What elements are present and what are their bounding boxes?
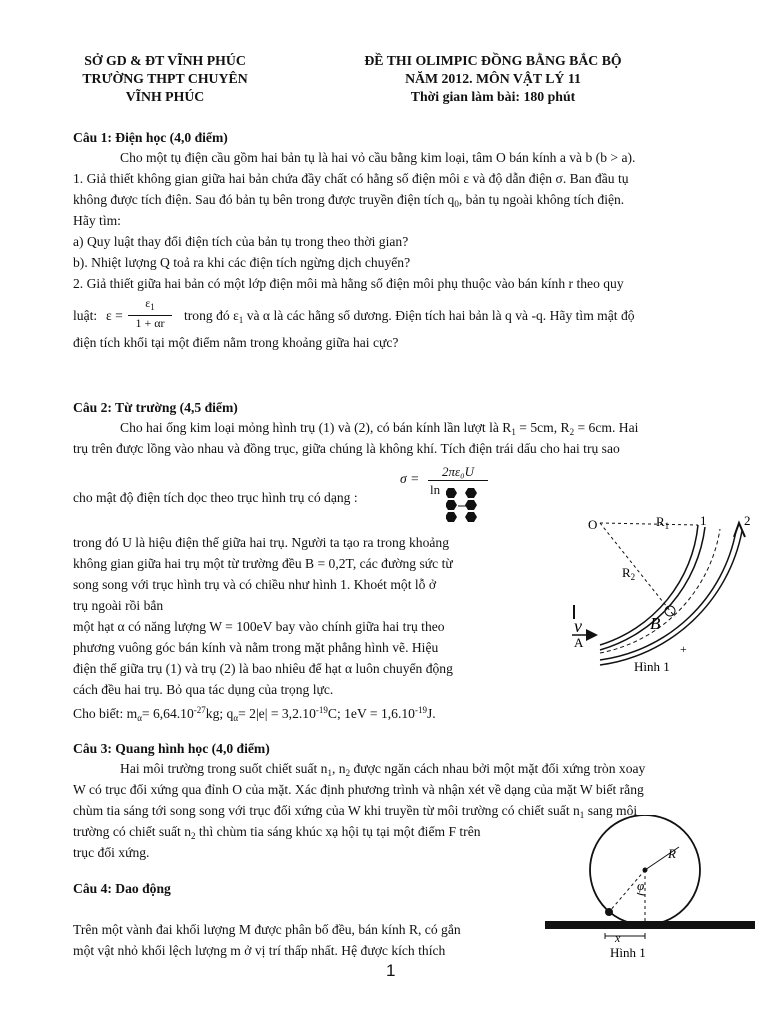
label-A: A — [574, 635, 584, 650]
mass-icon — [605, 908, 613, 916]
label-B: B — [650, 614, 661, 633]
label-plus: + — [680, 642, 687, 656]
q1-formula-lhs: ε = — [106, 308, 123, 323]
q2-line: phương vuông góc bán kính và nằm trong mặt phẳng hình vẽ. Hiệu — [73, 640, 439, 655]
exam-duration: Thời gian làm bài: 180 phút — [410, 89, 576, 104]
q2-line: trụ trên được lồng vào nhau và đồng trục, giữa chúng là không khí. Tích điện trái dấu cho hai trụ sao — [73, 441, 620, 456]
q1-line: không được tích điện. Sau đó bản tụ bên trong được truyền điện tích $q_0$, bản tụ ngoài không tích điện. — [73, 192, 625, 209]
q2-line: Cho hai ống kim loại mỏng hình trụ (1) và (2), có bán kính lần lượt là $R_1 = 5cm$, $R_2 = 6cm$. Hai — [120, 420, 639, 437]
q3-line: W có trục đối xứng qua đỉnh O của mặt. Xác định phương trình và nhận xét về dạng của mặt W biết rằng — [73, 782, 644, 797]
q3-line: chùm tia sáng tới song song với trục đối xứng của W khi truyền từ môi trường có chiết suất $n_1$ sang môi — [73, 803, 638, 820]
header-line-3: VĨNH PHÚC — [125, 89, 205, 104]
q4-title: Câu 4: Dao động — [73, 881, 171, 896]
q2-line: trong đó U là hiệu điện thế giữa hai trụ. Người ta tạo ra trong khoảng — [73, 535, 450, 550]
q2-line: trụ ngoài rồi bắn — [73, 598, 164, 613]
figure-caption: Hình 1 — [610, 945, 646, 960]
q1-line: 2. Giả thiết giữa hai bản có một lớp điện môi mà hằng số điện môi phụ thuộc vào bán kính r theo quy — [73, 276, 624, 291]
q4-line: Trên một vành đai khối lượng M được phân bố đều, bán kính R, có gắn — [73, 922, 461, 937]
q1-line: trong đó $\varepsilon_1$ và α là các hằng số dương. Điện tích hai bản là q và -q. Hãy tìm mật độ — [184, 308, 635, 325]
label-phi: φ — [637, 878, 645, 893]
figure-caption: Hình 1 — [634, 659, 670, 674]
q2-line: một hạt α có năng lượng W = 100eV bay vào chính giữa hai trụ theo — [73, 619, 445, 634]
sigma-symbol: σ = — [400, 471, 420, 486]
label-v: v — [574, 616, 582, 636]
label-O: O — [588, 517, 598, 532]
q1-formula: $\varepsilon_1$ 1 + αr — [128, 296, 172, 331]
q2-line: Cho biết: $m_\alpha= 6,64.10^{-27}kg$; $q_\alpha= 2|e| = 3,2.10^{-19}C$; $1eV = 1,6.10^{-19}J$. — [73, 705, 436, 723]
q1-line: 1. Giả thiết không gian giữa hai bản chứa đầy chất có hằng số điện môi ε và độ dẫn điện σ. Ban đầu tụ — [73, 171, 629, 186]
q1-line: b). Nhiệt lượng Q toả ra khi các điện tích ngừng dịch chuyển? — [73, 255, 411, 270]
q2-line: cách đều hai trụ. Bỏ qua tác dụng của trọng lực. — [73, 682, 334, 697]
ground-bar — [545, 921, 755, 929]
header-line-2: TRƯỜNG THPT CHUYÊN — [82, 71, 248, 86]
q2-line: điện thế giữa trụ (1) và trụ (2) là bao nhiêu để hạt α luôn chuyển động — [73, 661, 453, 676]
q1-line: Hãy tìm: — [73, 213, 121, 228]
q2-line: cho mật độ điện tích dọc theo trục hình trụ có dạng : — [73, 490, 358, 505]
q3-line: trục đối xứng. — [73, 845, 150, 860]
cylinder-figure — [560, 505, 760, 690]
q1-line: a) Quy luật thay đổi điện tích của bản tụ trong theo thời gian? — [73, 234, 409, 249]
header-line-1: SỞ GD & ĐT VĨNH PHÚC — [84, 53, 246, 68]
q2-formula: 2πε₀U ln — [428, 463, 488, 498]
q3-title: Câu 3: Quang hình học (4,0 điểm) — [73, 741, 270, 756]
q3-line: Hai môi trường trong suốt chiết suất $n_1$, $n_2$ được ngăn cách nhau bởi một mặt đối xứng tròn xoay — [120, 761, 646, 778]
q2-line: song song với trục hình trụ và có chiều như hình 1. Khoét một lỗ ở — [73, 577, 437, 592]
q4-line: một vật nhỏ khối lệch lượng m ở vị trí thấp nhất. Hệ được kích thích — [73, 943, 446, 958]
school-header — [40, 52, 290, 106]
exam-title: ĐỀ THI OLIMPIC ĐỒNG BẰNG BẮC BỘ — [364, 53, 622, 68]
label-R1: $R_1$ — [656, 514, 670, 531]
label-x: x — [615, 931, 621, 945]
exam-subject: NĂM 2012. MÔN VẬT LÝ 11 — [405, 71, 581, 86]
exam-header — [318, 52, 668, 106]
label-R2: $R_2$ — [622, 565, 636, 582]
q2-title: Câu 2: Từ trường (4,5 điểm) — [73, 400, 238, 415]
q2-line: không gian giữa hai trụ một từ trường đều B = 0,2T, các đường sức từ — [73, 556, 453, 571]
hoop-figure — [545, 815, 755, 965]
formula-glyph-artifacts — [446, 484, 486, 528]
particle-icon — [665, 606, 675, 616]
q1-line: điện tích khối tại một điểm nằm trong khoảng giữa hai cực? — [73, 335, 399, 350]
page-number: 1 — [386, 961, 396, 980]
q3-line: trường có chiết suất $n_2$ thì chùm tia sáng khúc xạ hội tụ tại một điểm F trên — [73, 824, 481, 841]
label-R: R — [668, 846, 676, 861]
label-1: 1 — [700, 513, 707, 528]
q1-line: luật: — [73, 308, 98, 323]
q1-line: Cho một tụ điện cầu gồm hai bản tụ là hai vỏ cầu bằng kim loại, tâm O bán kính a và b (b > a). — [120, 150, 636, 165]
label-2: 2 — [744, 513, 751, 528]
q1-title: Câu 1: Điện học (4,0 điểm) — [73, 130, 228, 145]
